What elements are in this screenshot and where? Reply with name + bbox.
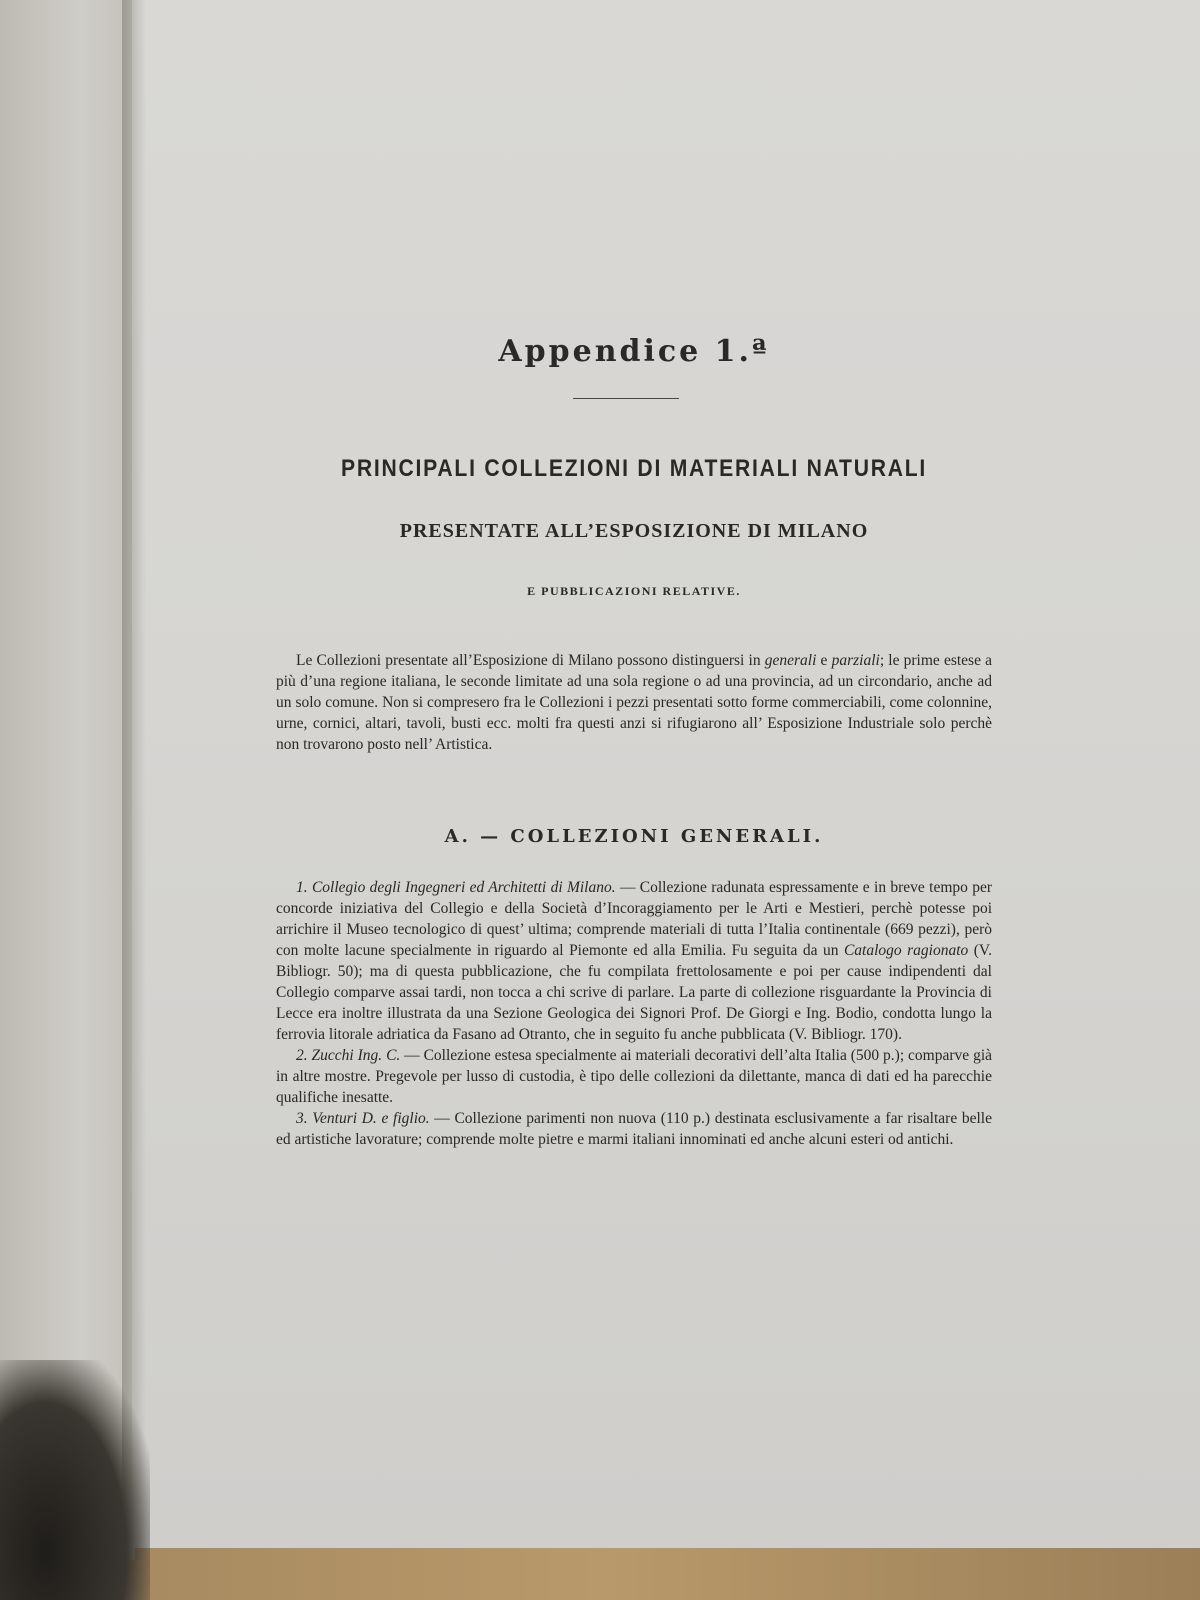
title-rule (573, 398, 679, 399)
entry-name: Collegio degli Ingegneri ed Architetti di Milano. (311, 879, 616, 896)
list-item (276, 1108, 992, 1150)
entry-catalogo: Catalogo ragionato (843, 942, 969, 959)
entry-text: — Collezione parimenti non nuova (110 p.) destinata esclusivamente a far risaltare belle ed artistiche lavorature; comprende molte pietre e marmi italiani innominati ed anche alcuni esteri od antichi. (276, 1110, 992, 1148)
book-page (132, 0, 1200, 1548)
list-item (276, 1045, 992, 1108)
appendix-title: Appendice 1.ª (498, 334, 770, 369)
entry-number: 1. (296, 879, 308, 896)
intro-text-2: e (816, 652, 832, 669)
page-gutter-shadow (122, 0, 146, 1560)
left-page-edge (0, 0, 135, 1560)
entry-number: 3. (296, 1110, 308, 1127)
sub-heading: PRESENTATE ALL’ESPOSIZIONE DI MILANO (399, 520, 869, 542)
intro-text-1: Le Collezioni presentate all’Esposizione di Milano possono distinguersi in (296, 652, 765, 669)
entry-name: Zucchi Ing. C. (311, 1047, 401, 1064)
intro-text-3: ; le prime estese a più d’una regione italiana, le seconde limitate ad una sola regione o ad una provincia, ad un circondario, anche ad un solo comune. Non si compresero fra le Collezioni i pezzi presentati sotto forme commerciabili, come colonnine, urne, cornici, altari, tavoli, busti ecc. molti fra questi anzi si rifugiarono all’ Esposizione Industriale solo perchè non trovarono posto nell’ Artistica. (276, 652, 992, 753)
entry-text: — Collezione estesa specialmente ai materiali decorativi dell’alta Italia (500 p.); comparve già in altre mostre. Pregevole per lusso di custodia, è tipo delle collezioni da dilettante, manca di dati ed ha parecchie qualifiche inesatte. (276, 1047, 993, 1106)
entry-text: — Collezione radunata espressamente e in breve tempo per concorde iniziativa del Collegio e della Società d’Incoraggiamento per le Arti e Mestieri, perchè potesse poi arrichire il Museo tecnologico di quest’ ultima; comprende materiali di tutta l’Italia continentale (669 pezzi), però con molte lacune specialmente in riguardo al Piemonte ed alla Emilia. Fu seguita da un (276, 879, 993, 959)
entry-name: Venturi D. e figlio. (312, 1110, 430, 1127)
sub-sub-heading: E PUBBLICAZIONI RELATIVE. (527, 584, 741, 598)
entry-number: 2. (296, 1047, 308, 1064)
main-heading: PRINCIPALI COLLEZIONI DI MATERIALI NATURALI (340, 455, 928, 482)
intro-paragraph (276, 650, 992, 755)
corner-shadow (0, 1360, 150, 1600)
list-item (276, 877, 992, 1045)
entry-text-continued: (V. Bibliogr. 50); ma di questa pubblicazione, che fu compilata frettolosamente e poi per cause indipendenti dal Collegio comparve assai tardi, non tocca a chi scrive di parlare. La parte di collezione risguardante la Provincia di Lecce era inoltre illustrata da una Sezione Geologica dei Signori Prof. De Giorgi e Ing. Bodio, condotta lungo la ferrovia litorale adriatica da Fasano ad Otranto, che in seguito fu anche pubblicata (V. Bibliogr. 170). (276, 942, 992, 1043)
section-heading: A. — COLLEZIONI GENERALI. (444, 826, 824, 847)
entries-list (276, 877, 992, 1150)
intro-term-parziali: parziali (831, 652, 880, 669)
intro-term-generali: generali (764, 652, 817, 669)
